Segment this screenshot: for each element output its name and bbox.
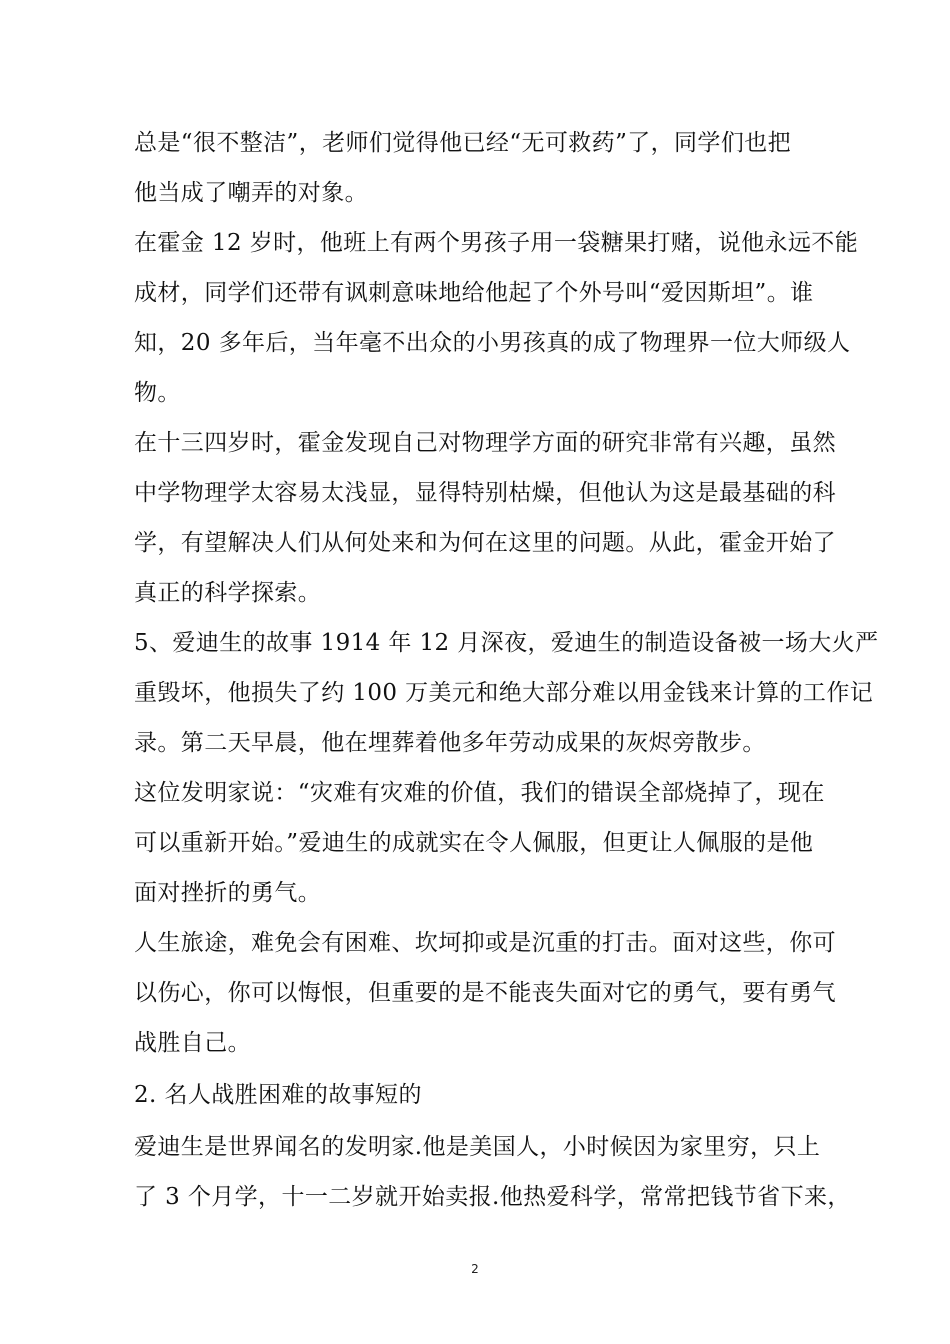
body-text	[134, 118, 879, 1222]
text-line: 物。	[134, 380, 181, 406]
text-line: 知，20 多年后，当年毫不出众的小男孩真的成了物理界一位大师级人	[134, 330, 851, 356]
text-line: 学，有望解决人们从何处来和为何在这里的问题。从此，霍金开始了	[134, 530, 836, 556]
text-line: 这位发明家说：“灾难有灾难的价值，我们的错误全部烧掉了，现在	[134, 780, 825, 806]
text-line: 了 3 个月学，十一二岁就开始卖报.他热爱科学，常常把钱节省下来，	[134, 1184, 851, 1210]
text-line: 以伤心，你可以悔恨，但重要的是不能丧失面对它的勇气，要有勇气	[134, 980, 836, 1006]
text-line: 中学物理学太容易太浅显，显得特别枯燥，但他认为这是最基础的科	[134, 480, 836, 506]
text-line: 他当成了嘲弄的对象。	[134, 180, 368, 206]
text-line: 面对挫折的勇气。	[134, 880, 322, 906]
text-line: 重毁坏，他损失了约 100 万美元和绝大部分难以用金钱来计算的工作记	[134, 680, 874, 706]
text-line: 在霍金 12 岁时，他班上有两个男孩子用一袋糖果打赌，说他永远不能	[134, 230, 859, 256]
text-line: 可以重新开始。”爱迪生的成就实在令人佩服，但更让人佩服的是他	[134, 830, 814, 856]
text-line: 爱迪生是世界闻名的发明家.他是美国人，小时候因为家里穷，只上	[134, 1134, 821, 1160]
text-line: 录。第二天早晨，他在埋葬着他多年劳动成果的灰烬旁散步。	[134, 730, 766, 756]
text-line: 战胜自己。	[134, 1030, 251, 1056]
text-line: 总是“很不整洁”，老师们觉得他已经“无可救药”了，同学们也把	[134, 130, 792, 156]
page-number: 2	[471, 1262, 479, 1276]
text-line: 5、爱迪生的故事 1914 年 12 月深夜，爱迪生的制造设备被一场大火严	[134, 630, 879, 656]
text-line: 在十三四岁时，霍金发现自己对物理学方面的研究非常有兴趣，虽然	[134, 430, 836, 456]
section-heading: 2. 名人战胜困难的故事短的	[134, 1082, 422, 1108]
text-line: 人生旅途，难免会有困难、坎坷抑或是沉重的打击。面对这些，你可	[134, 930, 836, 956]
text-line: 成材，同学们还带有讽刺意味地给他起了个外号叫“爱因斯坦”。谁	[134, 280, 814, 306]
text-line: 真正的科学探索。	[134, 580, 322, 606]
